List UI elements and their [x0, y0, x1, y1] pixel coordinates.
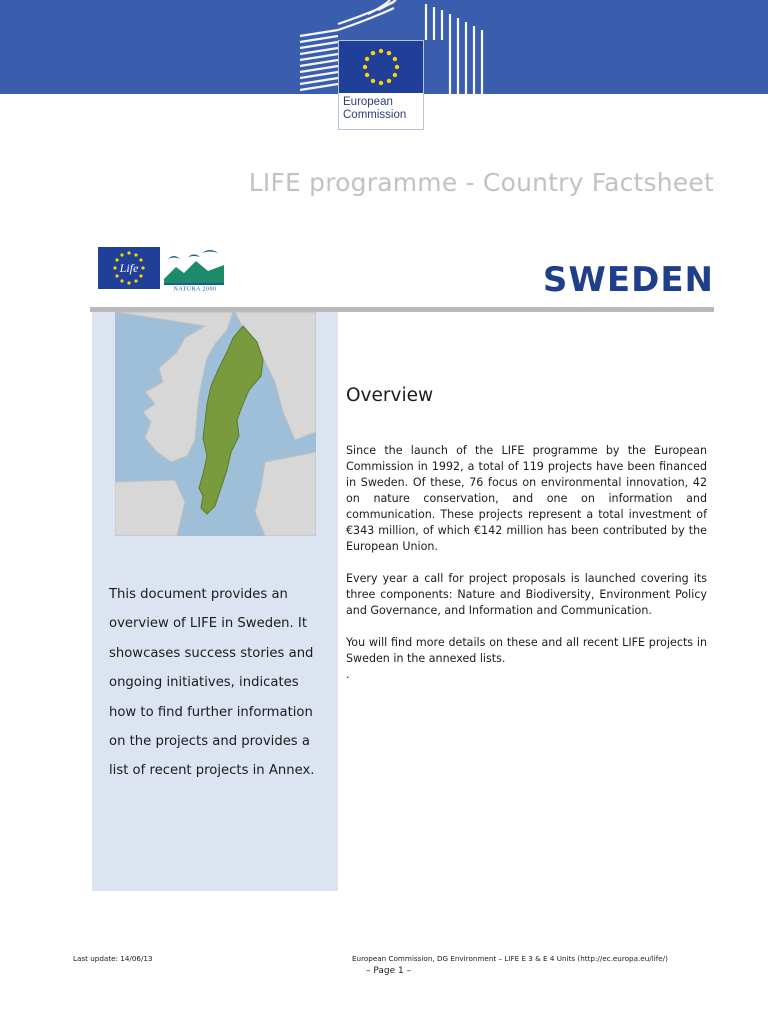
svg-text:Life: Life: [119, 261, 139, 275]
logo-text-line2: Commission: [343, 109, 407, 121]
overview-paragraph: Every year a call for project proposals is launched covering its three components: Nature and Biodiversity, Environment Policy and Governance, and Information and Communication.: [346, 572, 707, 617]
overview-paragraph: You will find more details on these and all recent LIFE projects in Sweden in the annexed lists.: [346, 636, 707, 665]
factsheet-title: LIFE programme - Country Factsheet: [248, 168, 714, 197]
footer-last-update: Last update: 14/06/13: [73, 954, 153, 963]
country-title: SWEDEN: [542, 260, 714, 300]
life-logo: [98, 247, 160, 289]
overview-paragraph: Since the launch of the LIFE programme by the European Commission in 1992, a total of 119 projects have been financed in Sweden. Of these, 76 focus on environmental innovation, 42 on nature conservation, and one on information and communication. These projects represent a total investment of €343 million, of which €142 million has been contributed by the European Union.: [346, 444, 707, 553]
footer-source: European Commission, DG Environment – LIFE E 3 & E 4 Units (http://ec.europa.eu/life/): [352, 954, 668, 963]
page-number: – Page 1 –: [366, 966, 412, 976]
overview-body: [346, 443, 707, 683]
european-commission-emblem: [338, 40, 424, 130]
sweden-map-icon: [115, 312, 316, 536]
overview-heading: Overview: [346, 385, 434, 406]
sidebar-intro-text: This document provides an overview of LIFE in Sweden. It showcases success stories and ongoing initiatives, indicates how to find further information on the projects and provides a list of recent projects in Annex.: [109, 587, 315, 779]
natura-logo-text: NATURA 2000: [173, 286, 217, 291]
overview-trailing-mark: .: [346, 668, 350, 681]
natura-2000-logo: [162, 247, 226, 291]
logo-text-line1: European: [343, 96, 393, 108]
european-commission-logo-text: [343, 96, 406, 122]
eu-flag-icon: [339, 41, 423, 93]
